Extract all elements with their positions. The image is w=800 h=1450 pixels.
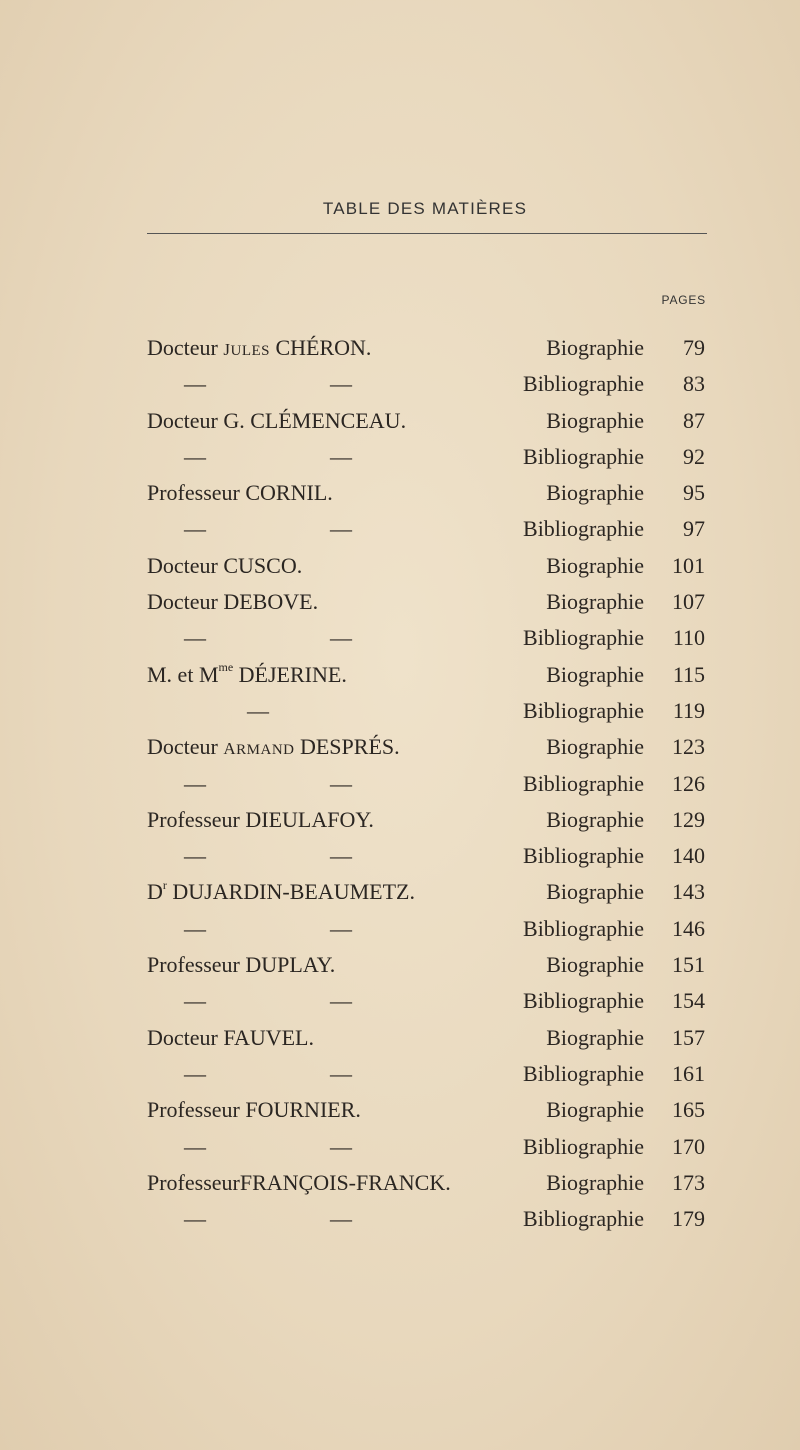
toc-entry: — — Bibliographie 179 <box>0 1201 800 1237</box>
toc-entry: — — Bibliographie 83 <box>0 366 800 402</box>
toc-entry <box>0 693 800 729</box>
toc-entry <box>0 548 800 584</box>
entry-page-number: 165 <box>672 1097 705 1123</box>
entry-page-number: 92 <box>683 443 705 469</box>
toc-entry <box>0 1020 800 1056</box>
entry-page-number: 173 <box>672 1169 705 1195</box>
entry-type: Bibliographie <box>523 988 644 1014</box>
entry-type: Biographie <box>546 407 644 433</box>
entry-name: Docteur G. CLÉMENCEAU. <box>147 407 407 433</box>
entry-page-number: 110 <box>672 625 705 651</box>
entry-name: Docteur ARMAND DESPRÉS. <box>147 734 400 760</box>
page-title: TABLE DES MATIÈRES <box>322 199 528 218</box>
entry-page-number: 79 <box>683 335 705 360</box>
entry-type: Biographie <box>546 589 644 615</box>
entry-page-number: 179 <box>672 1206 705 1232</box>
entry-type: Biographie <box>546 1169 644 1195</box>
toc-entry: — — Bibliographie 154 <box>0 983 800 1019</box>
entry-type: Biographie <box>546 806 644 832</box>
toc-entry: — — Bibliographie 110 <box>0 620 800 656</box>
toc-entry: — — Bibliographie 92 <box>0 439 800 475</box>
toc-entry <box>0 1165 800 1201</box>
entry-type: Bibliographie <box>523 1206 644 1232</box>
entry-type: Bibliographie <box>523 770 644 796</box>
entry-type: Bibliographie <box>523 443 644 469</box>
entry-type: Bibliographie <box>523 915 644 941</box>
toc-entry: — — Bibliographie 170 <box>0 1129 800 1165</box>
toc-entry: — — Bibliographie 97 <box>0 511 800 547</box>
entry-page-number: 170 <box>672 1133 705 1159</box>
entry-page-number: 161 <box>672 1060 705 1086</box>
entry-name: Professeur CORNIL. <box>147 480 333 506</box>
title-rule <box>147 233 707 234</box>
entry-name: $D^r$ DUJARDIN-BEAUMETZ. <box>147 878 415 905</box>
entry-page-number: 143 <box>672 879 705 905</box>
table-of-contents <box>0 330 800 1237</box>
entry-page-number: 119 <box>672 697 705 723</box>
entry-page-number: 129 <box>672 806 705 832</box>
entry-name: Docteur DEBOVE. <box>147 589 319 615</box>
toc-entry: — — Bibliographie 140 <box>0 838 800 874</box>
entry-name: ProfesseurFRANÇOIS-FRANCK. <box>147 1169 451 1195</box>
entry-page-number: 151 <box>672 952 705 978</box>
entry-name: Docteur CUSCO. <box>147 552 303 578</box>
entry-page-number: 107 <box>672 589 705 615</box>
entry-type: Biographie <box>546 552 644 578</box>
toc-entry <box>0 403 800 439</box>
entry-name: Professeur DUPLAY. <box>147 952 336 978</box>
entry-page-number: 101 <box>672 552 705 578</box>
entry-type: Biographie <box>546 879 644 905</box>
toc-entry <box>0 729 800 765</box>
entry-page-number: 154 <box>672 988 705 1014</box>
ditto-mark: — <box>247 697 269 723</box>
entry-name: Professeur FOURNIER. <box>147 1097 361 1123</box>
entry-type: Bibliographie <box>523 843 644 869</box>
entry-name: Docteur JULES CHÉRON. <box>147 335 372 360</box>
toc-entry <box>0 475 800 511</box>
entry-type: Biographie <box>546 952 644 978</box>
toc-entry <box>0 874 800 910</box>
entry-type: Bibliographie <box>523 1060 644 1086</box>
entry-type: Bibliographie <box>523 1133 644 1159</box>
entry-name: Professeur DIEULAFOY. <box>147 806 374 832</box>
entry-page-number: 126 <box>672 770 705 796</box>
entry-type: Bibliographie <box>523 697 644 723</box>
entry-page-number: 87 <box>683 407 705 433</box>
toc-entry: — — Bibliographie 161 <box>0 1056 800 1092</box>
entry-type: Bibliographie <box>523 625 644 651</box>
entry-page-number: 97 <box>683 516 705 542</box>
entry-type: Bibliographie <box>523 371 644 397</box>
entry-name: M. et $M^{me}$ DÉJERINE. <box>147 660 347 687</box>
toc-entry <box>0 802 800 838</box>
entry-type: Biographie <box>546 480 644 506</box>
entry-type: Biographie <box>546 335 644 360</box>
entry-type: Biographie <box>546 734 644 760</box>
entry-page-number: 115 <box>672 661 705 687</box>
toc-entry <box>0 330 800 366</box>
toc-entry <box>0 1092 800 1128</box>
entry-page-number: 146 <box>672 915 705 941</box>
pages-column-header: PAGES <box>661 293 706 307</box>
entry-page-number: 83 <box>683 371 705 397</box>
entry-page-number: 95 <box>683 480 705 506</box>
entry-type: Biographie <box>546 1024 644 1050</box>
toc-entry <box>0 657 800 693</box>
toc-entry: — — Bibliographie 126 <box>0 766 800 802</box>
toc-entry <box>0 584 800 620</box>
entry-page-number: 123 <box>672 734 705 760</box>
entry-type: Bibliographie <box>523 516 644 542</box>
entry-type: Biographie <box>546 661 644 687</box>
toc-entry <box>0 947 800 983</box>
entry-page-number: 157 <box>672 1024 705 1050</box>
entry-type: Biographie <box>546 1097 644 1123</box>
entry-page-number: 140 <box>672 843 705 869</box>
entry-name: Docteur FAUVEL. <box>147 1024 314 1050</box>
toc-entry: — — Bibliographie 146 <box>0 911 800 947</box>
